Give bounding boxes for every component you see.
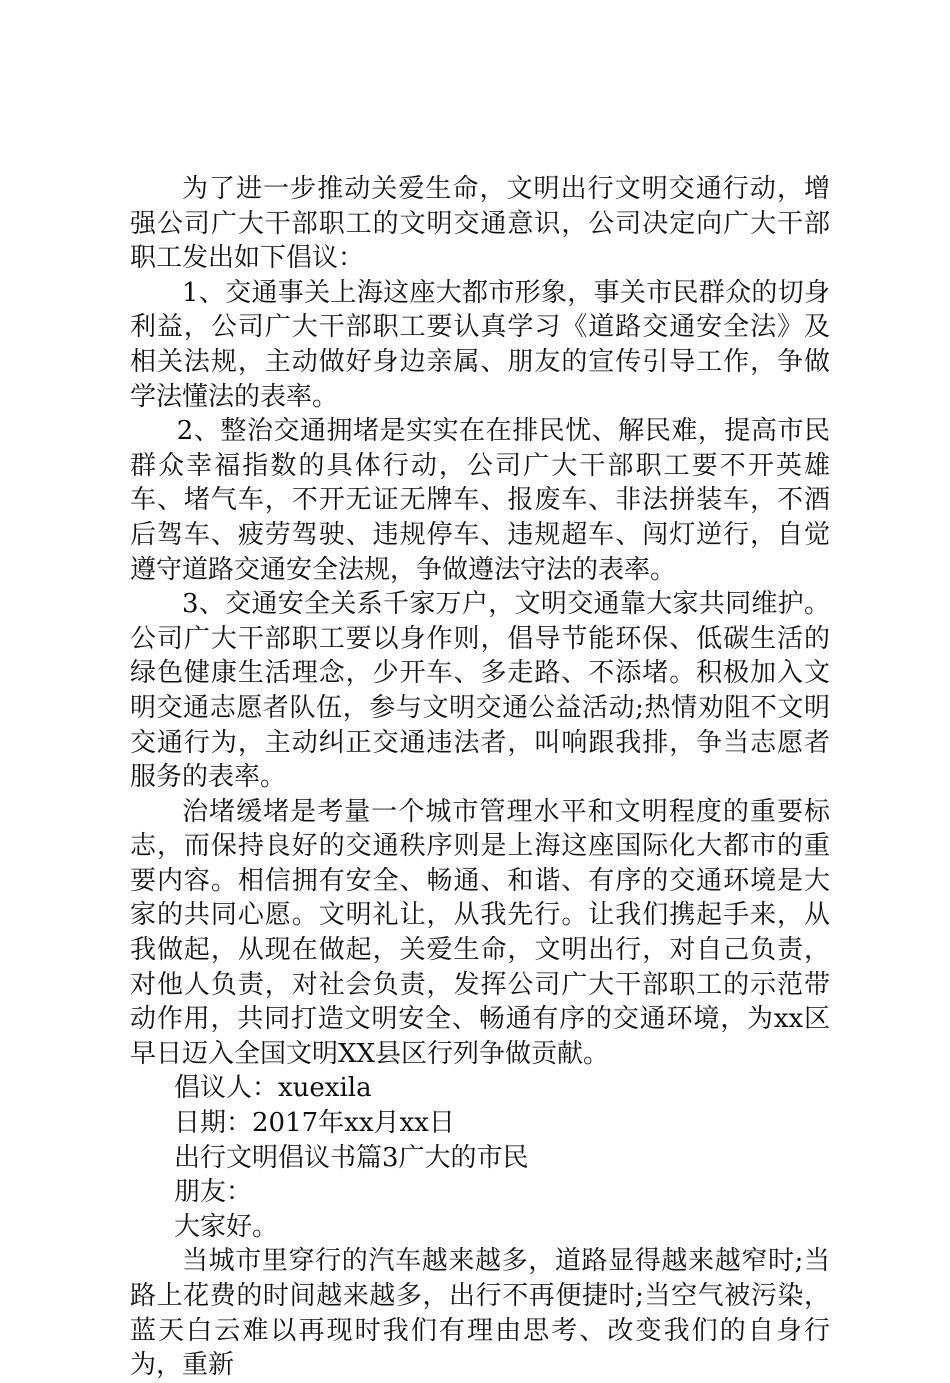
initiator-line: 倡议人：xuexila: [174, 1073, 372, 1104]
proposal-item-2: 2、整治交通拥堵是实实在在排民忧、解民难，提高市民群众幸福指数的具体行动，公司广大干部职工要不开英雄车、堵气车，不开无证无牌车、报废车、非法拼装车，不酒后驾车、疲劳驾驶、违规停车、违规超车、闯灯逆行，自觉遵守道路交通安全法规，争做遵法守法的表率。: [130, 416, 830, 585]
greeting-line: 大家好。: [174, 1211, 279, 1242]
salutation-line: 朋友：: [174, 1177, 253, 1208]
proposal-item-3: 3、交通安全关系千家万户，文明交通靠大家共同维护。公司广大干部职工要以身作则，倡导节能环保、低碳生活的绿色健康生活理念，少开车、多走路、不添堵。积极加入文明交通志愿者队伍，参与文明交通公益活动;热情劝阻不文明交通行为，主动纠正交通违法者，叫响跟我排，争当志愿者服务的表率。: [130, 589, 830, 793]
document-body: [130, 172, 830, 1383]
date-line: 日期：2017年xx月xx日: [174, 1108, 455, 1139]
proposal-item-1: 1、交通事关上海这座大都市形象，事关市民群众的切身利益，公司广大干部职工要认真学习《道路交通安全法》及相关法规，主动做好身边亲属、朋友的宣传引导工作，争做学法懂法的表率。: [130, 277, 830, 412]
section-opening-paragraph: 当城市里穿行的汽车越来越多，道路显得越来越窄时;当路上花费的时间越来越多，出行不再便捷时;当空气被污染，蓝天白云难以再现时我们有理由思考、改变我们的自身行为，重新: [130, 1246, 830, 1381]
section-title: 出行文明倡议书篇3广大的市民: [174, 1142, 529, 1173]
closing-paragraph: 治堵缓堵是考量一个城市管理水平和文明程度的重要标志，而保持良好的交通秩序则是上海这座国际化大都市的重要内容。相信拥有安全、畅通、和谐、有序的交通环境是大家的共同心愿。文明礼让，从我先行。让我们携起手来，从我做起，从现在做起，关爱生命，文明出行，对自己负责，对他人负责，对社会负责，发挥公司广大干部职工的示范带动作用，共同打造文明安全、畅通有序的交通环境，为xx区早日迈入全国文明XX县区行列争做贡献。: [130, 796, 830, 1069]
intro-paragraph: 为了进一步推动关爱生命，文明出行文明交通行动，增强公司广大干部职工的文明交通意识，公司决定向广大干部职工发出如下倡议：: [130, 174, 830, 274]
